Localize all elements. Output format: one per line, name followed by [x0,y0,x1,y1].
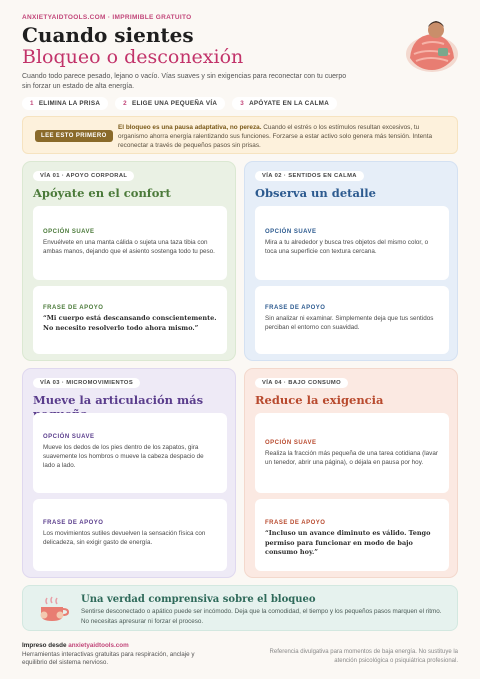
read-first-badge: LEE ESTO PRIMERO [35,130,113,142]
card-heading: Apóyate en el confort [33,186,171,200]
option-text: Realiza la fracción más pequeña de una tarea cotidiana (lavar un tenedor, abrir una página), o déjala en pausa por hoy. [265,450,438,466]
step-2 [115,97,225,110]
option-block [33,206,227,280]
footer-left [22,642,212,668]
phrase-label: FRASE DE APOYO [265,520,326,526]
card-via-02 [244,161,458,361]
option-block [255,206,449,280]
phrase-block [33,286,227,354]
phrase-text: “Incluso un avance diminuto es válido. Tengo permiso para funcionar en modo de bajo consumo hoy.” [265,529,431,556]
phrase-block [255,286,449,354]
option-label: OPCIÓN SUAVE [265,229,317,235]
step-label: ELIGE UNA PEQUEÑA VÍA [131,100,218,107]
option-label: OPCIÓN SUAVE [265,440,317,446]
card-tag: VÍA 04 · BAJO CONSUMO [255,378,348,388]
option-block [33,413,227,493]
truth-panel [22,585,458,631]
card-via-04 [244,368,458,578]
person-in-blanket-icon [398,14,462,74]
intro-text: Cuando todo parece pesado, lejano o vacío. Vías suaves y sin exigencias para reconectar con tu cuerpo sin forzar un estado de alta energía. [22,73,347,90]
card-tag: VÍA 01 · APOYO CORPORAL [33,171,134,181]
footer-site-link[interactable]: anxietyaidtools.com [68,642,129,649]
footer-printed-prefix: Impreso desde [22,642,69,649]
steps-row [22,97,337,110]
page-title-line2: Bloqueo o desconexión [22,46,244,68]
warm-cup-icon [37,595,69,623]
card-via-03 [22,368,236,578]
page-title-line1: Cuando sientes [22,23,194,47]
option-label: OPCIÓN SUAVE [43,229,95,235]
phrase-label: FRASE DE APOYO [43,520,104,526]
card-tag: VÍA 03 · MICROMOVIMIENTOS [33,378,140,388]
step-3 [232,97,337,110]
card-heading: Observa un detalle [255,186,376,200]
step-label: APÓYATE EN LA CALMA [249,100,330,107]
phrase-label: FRASE DE APOYO [43,305,104,311]
phrase-block [33,499,227,571]
step-1 [22,97,108,110]
phrase-text: “Mi cuerpo está descansando conscientemente. No necesito resolverlo todo ahora mismo.” [43,314,217,332]
option-text: Mira a tu alrededor y busca tres objetos del mismo color, o toca una superficie con textura cercana. [265,239,429,255]
read-first-note [22,116,458,154]
phrase-text: Sin analizar ni examinar. Simplemente deja que tus sentidos perciban el entorno con suavidad. [265,315,434,331]
step-label: ELIMINA LA PRISA [38,100,101,107]
option-text: Envuélvete en una manta cálida o sujeta una taza tibia con ambas manos, dejando que el asiento sostenga todo tu peso. [43,239,215,255]
truth-text: Sentirse desconectado o apático puede ser incómodo. Deja que la comodidad, el tiempo y los pequeños pasos marquen el ritmo. No necesitas apresurar ni forzar el proceso. [81,608,442,625]
brand-label[interactable]: ANXIETYAIDTOOLS.COM · IMPRIMIBLE GRATUITO [22,14,192,21]
phrase-text: Los movimientos sutiles devuelven la sensación física con delicadeza, sin exigir gasto de energía. [43,530,206,546]
step-number: 1 [30,100,34,107]
read-first-text [118,123,448,150]
step-number: 3 [240,100,245,107]
footer-disclaimer: Referencia divulgativa para momentos de baja energía. No sustituye la atención psicológica o psiquiátrica profesional. [269,649,458,664]
option-label: OPCIÓN SUAVE [43,434,95,440]
phrase-block [255,499,449,571]
truth-title: Una verdad comprensiva sobre el bloqueo [81,594,316,605]
note-bold-text: El bloqueo es una pausa adaptativa, no pereza. [118,124,262,131]
step-number: 2 [123,100,127,107]
card-heading: Mueve la articulación más [33,393,204,407]
option-block [255,413,449,493]
phrase-label: FRASE DE APOYO [265,305,326,311]
footer-printed [22,642,212,651]
card-heading: Reduce la exigencia [255,393,384,407]
note-body-text: Cuando el estrés o los estímulos resultan excesivos, tu organismo ahorra energía ralentizando sus funciones. Forzarse a estar activo solo genera más tensión. Intenta reconectar a través de pequeños pasos sin prisas. [118,124,433,149]
card-tag: VÍA 02 · SENTIDOS EN CALMA [255,171,364,181]
footer-tagline: Herramientas interactivas gratuitas para respiración, anclaje y equilibrio del sistema nervioso. [22,650,195,666]
option-text: Mueve los dedos de los pies dentro de los zapatos, gira suavemente los hombros o mueve la cabeza despacio de lado a lado. [43,444,204,469]
card-via-01 [22,161,236,361]
